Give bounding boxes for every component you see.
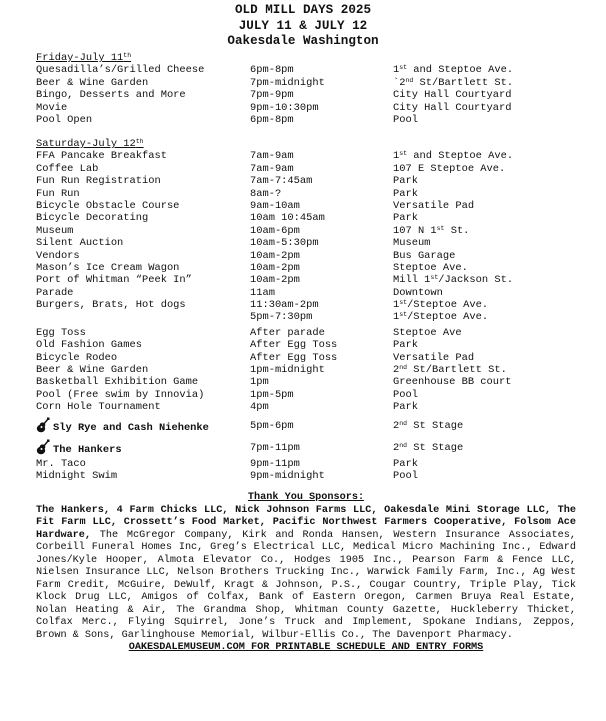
event-location: 1st/Steptoe Ave. bbox=[393, 299, 489, 312]
event-location: City Hall Courtyard bbox=[393, 101, 512, 114]
schedule-row bbox=[36, 225, 596, 237]
event-location: Park bbox=[393, 175, 418, 188]
event-name-text: Museum bbox=[36, 224, 74, 237]
schedule-row bbox=[36, 150, 596, 162]
event-name-text: Pool (Free swim by Innovia) bbox=[36, 388, 205, 401]
schedule-row bbox=[36, 274, 596, 286]
sponsors-bold-list: The Hankers, 4 Farm Chicks LLC, Nick Johnson Farms LLC, Oakesdale Mini Storage LLC, The Fit Farm LLC, Crossett’s Food Market, Pacific Northwest Farmers Cooperative, Folsom Ace Hardware, bbox=[36, 504, 576, 541]
event-location: Versatile Pad bbox=[393, 199, 475, 212]
event-name-text: The Hankers bbox=[53, 443, 122, 456]
event-location: Versatile Pad bbox=[393, 351, 475, 364]
schedule-row bbox=[36, 327, 596, 339]
schedule-row bbox=[36, 175, 596, 187]
event-name bbox=[36, 212, 148, 224]
event-location: Steptoe Ave. bbox=[393, 261, 468, 274]
event-time: 5pm-6pm bbox=[250, 419, 294, 432]
saturday-heading: Saturday-July 12th bbox=[36, 138, 144, 150]
event-name-text: Sly Rye and Cash Niehenke bbox=[53, 421, 209, 434]
event-time: 8am-? bbox=[250, 187, 282, 200]
event-time: 7am-9am bbox=[250, 150, 294, 163]
guitar-icon bbox=[36, 417, 50, 433]
schedule-row bbox=[36, 339, 596, 351]
event-name-text: Port of Whitman “Peek In” bbox=[36, 274, 192, 287]
event-name bbox=[36, 339, 142, 351]
event-time: 9pm-11pm bbox=[250, 457, 300, 470]
friday-heading: Friday-July 11th bbox=[36, 52, 132, 64]
saturday-schedule bbox=[36, 138, 596, 482]
event-name-text: Mr. Taco bbox=[36, 457, 86, 470]
event-location: Park bbox=[393, 187, 418, 200]
event-time: 7pm-9pm bbox=[250, 89, 294, 102]
event-name-text: Fun Run Registration bbox=[36, 175, 161, 188]
schedule-row bbox=[36, 389, 596, 401]
event-name-text: Egg Toss bbox=[36, 326, 86, 339]
event-location: Mill 1st/Jackson St. bbox=[393, 274, 514, 287]
event-time: 1pm bbox=[250, 376, 269, 389]
event-name bbox=[36, 470, 117, 482]
schedule-row bbox=[36, 102, 596, 114]
flyer-header bbox=[0, 0, 606, 50]
event-name bbox=[36, 376, 198, 388]
event-title: OLD MILL DAYS 2025 bbox=[234, 3, 372, 17]
schedule-row bbox=[36, 352, 596, 364]
event-location: 107 E Steptoe Ave. bbox=[393, 162, 506, 175]
event-name-text: Quesadilla’s/Grilled Cheese bbox=[36, 64, 205, 77]
schedule-row bbox=[36, 163, 596, 175]
event-time: 10am-2pm bbox=[250, 261, 300, 274]
event-location: Pool bbox=[393, 469, 418, 482]
schedule-row bbox=[36, 299, 596, 311]
sponsors-section bbox=[36, 492, 576, 655]
event-name bbox=[36, 64, 204, 76]
event-name-text: Basketball Exhibition Game bbox=[36, 376, 199, 389]
event-name-text: Old Fashion Games bbox=[36, 339, 143, 352]
event-time: 6pm-8pm bbox=[250, 113, 294, 126]
event-name bbox=[36, 287, 73, 299]
event-time: 11am bbox=[250, 286, 275, 299]
schedule-row bbox=[36, 401, 596, 413]
event-name bbox=[36, 364, 148, 376]
event-name bbox=[36, 250, 80, 262]
event-name bbox=[36, 389, 204, 401]
schedule-row bbox=[36, 262, 596, 274]
event-name bbox=[36, 458, 86, 470]
event-dates: JULY 11 & JULY 12 bbox=[238, 18, 368, 33]
event-name bbox=[36, 114, 92, 126]
event-time: After Egg Toss bbox=[250, 351, 338, 364]
schedule-row bbox=[36, 114, 596, 126]
event-time: 11:30am-2pm bbox=[250, 299, 319, 312]
event-name-text: Movie bbox=[36, 101, 68, 114]
event-location: 107 N 1st St. bbox=[393, 224, 470, 237]
event-name bbox=[36, 188, 80, 200]
event-location: Park bbox=[393, 212, 418, 225]
event-time: 1pm-midnight bbox=[250, 364, 325, 377]
event-name-text: Bicycle Obstacle Course bbox=[36, 199, 180, 212]
event-location: Park bbox=[393, 339, 418, 352]
schedule-row bbox=[36, 311, 596, 323]
guitar-icon bbox=[36, 439, 50, 455]
schedule-row bbox=[36, 439, 596, 458]
event-location: 2nd St Stage bbox=[393, 441, 464, 454]
schedule-row bbox=[36, 77, 596, 89]
event-time: 9pm-10:30pm bbox=[250, 101, 319, 114]
event-location: Oakesdale Washington bbox=[227, 34, 379, 48]
event-name bbox=[36, 175, 161, 187]
event-time: 1pm-5pm bbox=[250, 388, 294, 401]
event-time: After parade bbox=[250, 326, 325, 339]
event-name-text: Silent Auction bbox=[36, 237, 124, 250]
event-location: 1st and Steptoe Ave. bbox=[393, 64, 514, 77]
schedule-row bbox=[36, 212, 596, 224]
sponsors-list bbox=[36, 505, 576, 643]
event-location: Museum bbox=[393, 237, 431, 250]
event-time: 10am-5:30pm bbox=[250, 237, 319, 250]
event-name-text: Midnight Swim bbox=[36, 469, 118, 482]
event-name bbox=[36, 299, 186, 311]
event-name bbox=[36, 237, 123, 249]
event-time: 7am-9am bbox=[250, 162, 294, 175]
website-link[interactable]: OAKESDALEMUSEUM.COM FOR PRINTABLE SCHEDULE AND ENTRY FORMS bbox=[128, 642, 484, 653]
event-time: 10am 10:45am bbox=[250, 212, 325, 225]
schedule-row bbox=[36, 287, 596, 299]
event-name-text: FFA Pancake Breakfast bbox=[36, 150, 167, 163]
event-name bbox=[36, 89, 186, 101]
event-time: After Egg Toss bbox=[250, 339, 338, 352]
sponsors-title: Thank You Sponsors: bbox=[247, 492, 365, 503]
event-name bbox=[36, 274, 192, 286]
event-time: 10am-6pm bbox=[250, 224, 300, 237]
event-name bbox=[36, 439, 122, 460]
event-time: 9pm-midnight bbox=[250, 469, 325, 482]
event-time: 7pm-11pm bbox=[250, 441, 300, 454]
event-location: Steptoe Ave bbox=[393, 326, 462, 339]
event-time: 5pm-7:30pm bbox=[250, 311, 313, 324]
schedule-row bbox=[36, 364, 596, 376]
event-name-text: Parade bbox=[36, 286, 74, 299]
schedule-row bbox=[36, 89, 596, 101]
event-time: 9am-10am bbox=[250, 199, 300, 212]
event-name bbox=[36, 102, 67, 114]
event-location: Park bbox=[393, 401, 418, 414]
event-name bbox=[36, 225, 73, 237]
event-name-text: Corn Hole Tournament bbox=[36, 401, 161, 414]
schedule-row bbox=[36, 470, 596, 482]
event-location: Bus Garage bbox=[393, 249, 456, 262]
event-time: 7am-7:45am bbox=[250, 175, 313, 188]
event-name-text: Fun Run bbox=[36, 187, 80, 200]
schedule-row bbox=[36, 188, 596, 200]
event-location: 2nd St Stage bbox=[393, 419, 464, 432]
event-name-text: Mason’s Ice Cream Wagon bbox=[36, 261, 180, 274]
event-location: Pool bbox=[393, 388, 418, 401]
event-name bbox=[36, 352, 117, 364]
event-name bbox=[36, 401, 161, 413]
event-time: 10am-2pm bbox=[250, 249, 300, 262]
event-name-text: Pool Open bbox=[36, 113, 93, 126]
event-location: Greenhouse BB court bbox=[393, 376, 512, 389]
event-name bbox=[36, 262, 179, 274]
sponsors-regular-list: The McGregor Company, Kirk and Ronda Hansen, Western Insurance Associates, Corbeill Funeral Homes Inc, Greg’s Electrical LLC, Medical Micro Machining Inc., Edward Jones/Kyle Hooper, Almota Elevator Co., Hodges 1905 Inc., Pearson Farm & Fence LLC, Nielsen Insurance LLC, Nelson Brothers Trucking Inc., Warwick Family Farm, Inc., Ag West Farm Credit, McGuire, DeWulf, Kragt & Johnson, P.S., Cougar Country, Triple Play, Tick Klock Drug LLC, Amigos of Colfax, Bank of Eastern Oregon, Carmen Bruya Real Estate, Nolan Heating & Air, The Grandma Shop, Whitman County Gazette, Huckleberry Thicket, Colfax Merc., Flying Squirrel, Jone’s Truck and Implement, Spokane Indians, Zeppos, Brown & Sons, Garlinghouse Memorial, Wilbur-Ellis Co., The Davenport Pharmacy. bbox=[36, 529, 576, 641]
event-time: 4pm bbox=[250, 401, 269, 414]
event-location: City Hall Courtyard bbox=[393, 89, 512, 102]
event-location: `2nd St/Bartlett St. bbox=[393, 76, 514, 89]
schedule-row bbox=[36, 64, 596, 76]
event-location: Pool bbox=[393, 113, 418, 126]
event-location: 1st and Steptoe Ave. bbox=[393, 150, 514, 163]
friday-schedule bbox=[36, 52, 596, 126]
event-name-text: Beer & Wine Garden bbox=[36, 76, 149, 89]
event-name bbox=[36, 150, 167, 162]
event-name-text: Coffee Lab bbox=[36, 162, 99, 175]
event-location: 1st/Steptoe Ave. bbox=[393, 311, 489, 324]
event-name bbox=[36, 163, 98, 175]
event-name bbox=[36, 200, 179, 212]
schedule-row bbox=[36, 376, 596, 388]
event-location: Downtown bbox=[393, 286, 443, 299]
event-name bbox=[36, 327, 86, 339]
event-name-text: Beer & Wine Garden bbox=[36, 364, 149, 377]
event-location: 2nd St/Bartlett St. bbox=[393, 364, 507, 377]
event-name-text: Bicycle Decorating bbox=[36, 212, 149, 225]
schedule-row bbox=[36, 237, 596, 249]
event-name bbox=[36, 417, 209, 438]
event-location: Park bbox=[393, 457, 418, 470]
schedule-row bbox=[36, 250, 596, 262]
event-name-text: Bingo, Desserts and More bbox=[36, 89, 186, 102]
event-time: 6pm-8pm bbox=[250, 64, 294, 77]
event-name-text: Burgers, Brats, Hot dogs bbox=[36, 299, 186, 312]
event-name-text: Vendors bbox=[36, 249, 80, 262]
event-name-text: Bicycle Rodeo bbox=[36, 351, 118, 364]
event-time: 7pm-midnight bbox=[250, 76, 325, 89]
schedule-row bbox=[36, 200, 596, 212]
schedule-row bbox=[36, 458, 596, 470]
event-time: 10am-2pm bbox=[250, 274, 300, 287]
event-name bbox=[36, 77, 148, 89]
schedule-row bbox=[36, 417, 596, 436]
